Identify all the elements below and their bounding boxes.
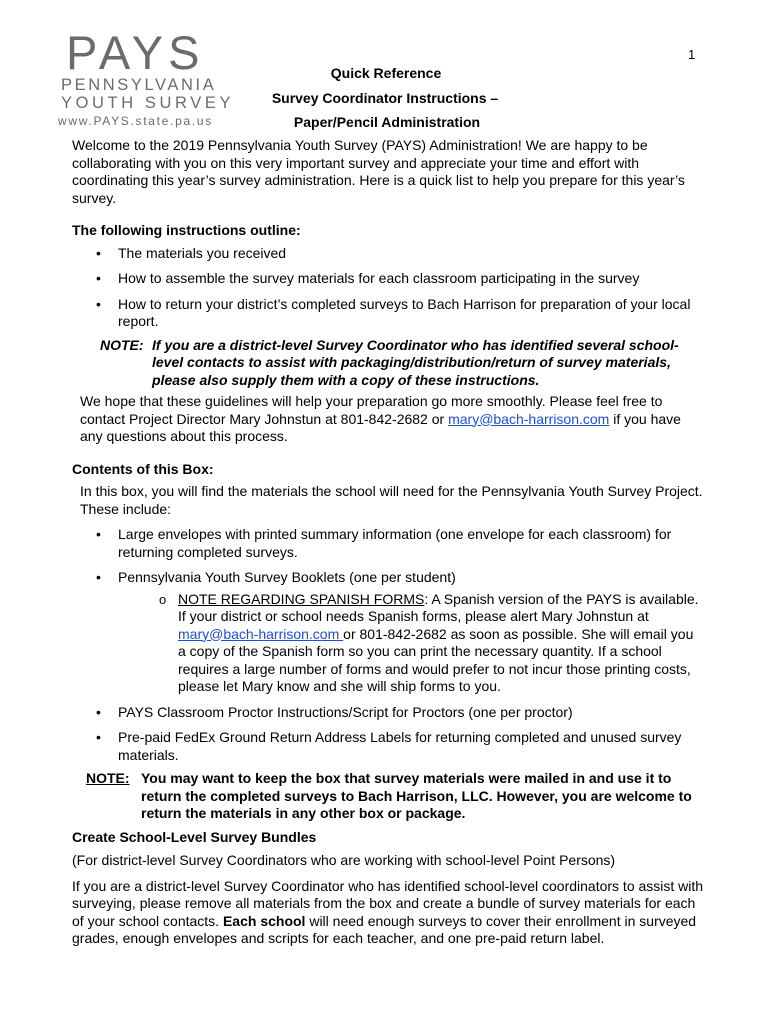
bundles-paragraph: [72, 878, 704, 948]
spanish-forms-label: NOTE REGARDING SPANISH FORMS: [178, 590, 425, 607]
note-label: NOTE:: [100, 336, 144, 353]
contents-intro: In this box, you will find the materials the school will need for the Pennsylvania Youth Survey Project. These include:: [80, 483, 703, 517]
document-body: [72, 137, 704, 948]
list-item: • Pre-paid FedEx Ground Return Address Labels for returning completed and unused survey materials.: [72, 729, 704, 764]
note-text: You may want to keep the box that survey materials were mailed in and use it to return the completed surveys to Bach Harrison, LLC. However, you are welcome to return the materials in any other box or package.: [141, 770, 692, 821]
bundles-bold-text: Each school: [222, 912, 306, 929]
sub-list: [118, 591, 704, 696]
bundles-subheading: (For district-level Survey Coordinators who are working with school-level Point Persons): [72, 852, 616, 868]
bundles-heading: Create School-Level Survey Bundles: [72, 828, 317, 845]
spanish-forms-note: [118, 591, 704, 696]
logo-main-text: PAYS: [66, 26, 205, 79]
bundles-text-end: will need enough surveys to cover their enrollment in surveyed grades, enough envelopes and scripts for each teacher, and one pre-paid return label.: [72, 912, 697, 946]
logo-line-3: YOUTH SURVEY: [61, 94, 235, 112]
contents-list: [72, 526, 704, 764]
note-label: NOTE:: [86, 770, 130, 786]
hope-text-start: We hope that these guidelines will help your preparation go more smoothly. Please feel free to contact Project Director Mary Johnstun at 801-842-2682 or: [80, 393, 663, 427]
title-line-1: Quick Reference: [330, 65, 442, 81]
spanish-text-end: or 801-842-2682 as soon as possible. She will email you a copy of the Spanish form so you can print the necessary quantity. If a school requires a large number of forms and would prefer to not incur those printing costs, please let Mary know and she will ship forms to you.: [178, 625, 694, 694]
list-item: • Large envelopes with printed summary information (one envelope for each classroom) for returning completed surveys.: [72, 526, 704, 561]
coordinator-note: [100, 337, 704, 390]
contents-heading: Contents of this Box:: [72, 460, 214, 477]
title-line-2: Survey Coordinator Instructions –: [271, 90, 499, 106]
list-item: • How to return your district’s completed surveys to Bach Harrison for preparation of your local report.: [72, 296, 704, 331]
hope-text-end: if you have any questions about this process.: [80, 410, 681, 444]
intro-paragraph: Welcome to the 2019 Pennsylvania Youth Survey (PAYS) Administration! We are happy to be collaborating with you on this very important survey and appreciate your time and effort with coordinating this year’s survey administration. Here is a quick list to help you prepare for this year’s survey.: [72, 137, 685, 206]
page-number: 1: [688, 47, 696, 62]
title-line-3: Paper/Pencil Administration: [293, 114, 481, 130]
instructions-list: [72, 245, 704, 331]
list-item: [72, 569, 704, 696]
list-item: • PAYS Classroom Proctor Instructions/Script for Proctors (one per proctor): [72, 704, 704, 722]
bundles-text-start: If you are a district-level Survey Coordinator who has identified school-level coordinators to assist with surveying, please remove all materials from the box and create a bundle of survey materials for each of your school contacts.: [72, 877, 704, 929]
list-item-text: Pennsylvania Youth Survey Booklets (one per student): [118, 569, 456, 585]
list-item: • The materials you received: [72, 245, 704, 263]
spanish-text-start: : A Spanish version of the PAYS is available. If your district or school needs Spanish forms, please alert Mary Johnstun at: [178, 590, 699, 624]
note-text: If you are a district-level Survey Coordinator who has identified several school-level contacts to assist with packaging/distribution/return of survey materials, please also supply them with a copy of these instructions.: [152, 336, 679, 388]
email-link[interactable]: mary@bach-harrison.com: [448, 410, 610, 427]
hope-paragraph: [80, 393, 704, 446]
spanish-email-link[interactable]: mary@bach-harrison.com: [178, 625, 344, 642]
box-note: [86, 770, 704, 823]
instructions-heading: The following instructions outline:: [72, 222, 301, 238]
logo-url: www.PAYS.state.pa.us: [58, 114, 213, 128]
logo-line-2: PENNSYLVANIA: [61, 76, 217, 94]
list-item: • How to assemble the survey materials for each classroom participating in the survey: [72, 270, 704, 288]
